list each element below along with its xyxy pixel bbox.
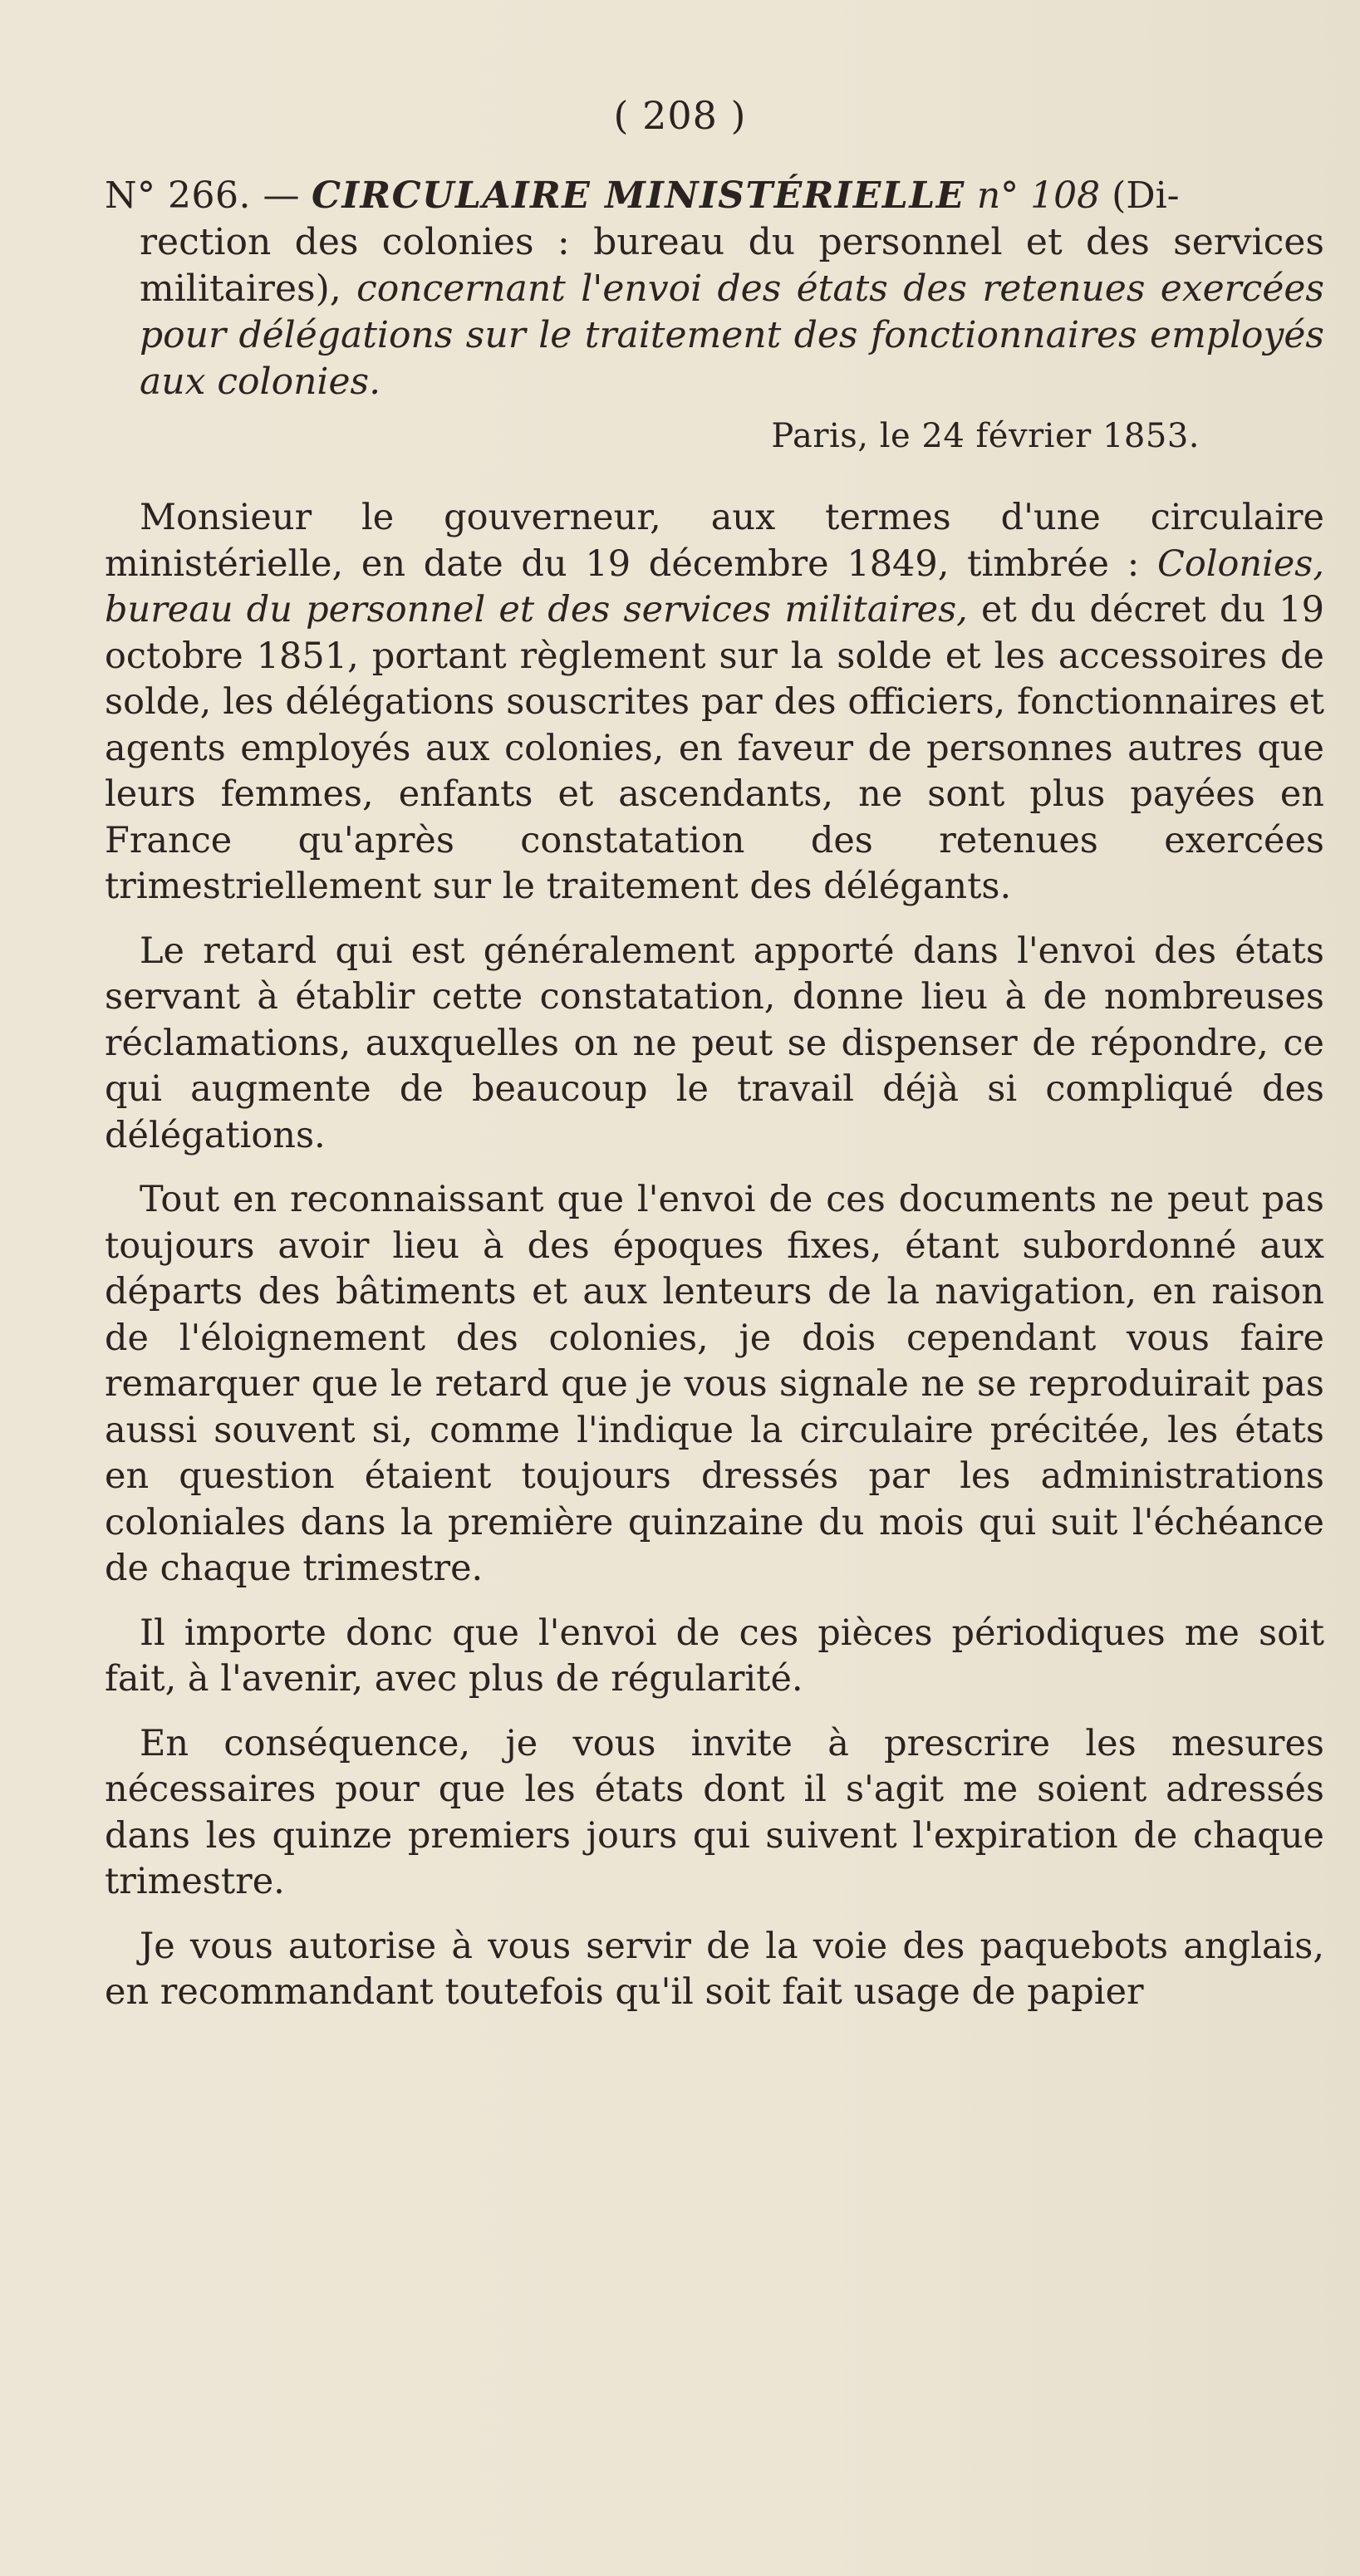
- circular-subject: concernant l'envoi des états des retenues exercées pour délégations sur le traitement des fonctionnaires employés aux colonies.: [140, 267, 1324, 403]
- paragraph-4: Il importe donc que l'envoi de ces pièces périodiques me soit fait, à l'avenir, avec plus de régularité.: [105, 1612, 1324, 1700]
- circular-heading-continuation: [105, 219, 1324, 405]
- paragraph-1-stamp: Colonies, bureau du personnel et des services militaires,: [105, 542, 1324, 631]
- circular-department-start: (Di-: [1112, 174, 1180, 217]
- letter-body: [105, 495, 1324, 2016]
- paragraph-1: [105, 495, 1324, 910]
- circular-heading: [105, 173, 1324, 405]
- circular-issue-number: n° 108: [976, 174, 1101, 217]
- document-content: [105, 173, 1324, 2034]
- paragraph-6: Je vous autorise à vous servir de la voie des paquebots anglais, en recommandant toutefois qu'il soit fait usage de papier: [105, 1925, 1324, 2013]
- circular-number: N° 266. —: [105, 174, 300, 217]
- page-number: ( 208 ): [613, 93, 747, 138]
- circular-department: rection des colonies : bureau du personnel et des services militaires),: [140, 221, 1324, 310]
- paragraph-3: Tout en reconnaissant que l'envoi de ces documents ne peut pas toujours avoir lieu à des époques fixes, étant subordonné aux départs des bâtiments et aux lenteurs de la navigation, en raison de l'éloignement des colonies, je dois cependant vous faire remarquer que le retard que je vous signale ne se reproduirait pas aussi souvent si, comme l'indique la circulaire précitée, les états en question étaient toujours dressés par les administrations coloniales dans la première quinzaine du mois qui suit l'échéance de chaque trimestre.: [105, 1179, 1324, 1589]
- paragraph-1-part-c: et du décret du 19 octobre 1851, portant règlement sur la solde et les accessoires de solde, les délégations souscrites par des officiers, fonctionnaires et agents employés aux colonies, en faveur de personnes autres que leurs femmes, enfants et ascendants, ne sont plus payées en France qu'après constatation des retenues exercées trimestriellement sur le traitement des délégants.: [105, 589, 1324, 907]
- circular-title: CIRCULAIRE MINISTÉRIELLE: [311, 174, 965, 217]
- paragraph-5: En conséquence, je vous invite à prescrire les mesures nécessaires pour que les états dont il s'agit me soient adressés dans les quinze premiers jours qui suivent l'expiration de chaque trimestre.: [105, 1722, 1324, 1902]
- paragraph-1-part-a: Monsieur le gouverneur, aux termes d'une circulaire ministérielle, en date du 19 décembre 1849, timbrée :: [105, 497, 1324, 585]
- dateline: Paris, le 24 février 1853.: [771, 417, 1200, 455]
- paragraph-2: Le retard qui est généralement apporté dans l'envoi des états servant à établir cette constatation, donne lieu à de nombreuses réclamations, auxquelles on ne peut se dispenser de répondre, ce qui augmente de beaucoup le travail déjà si compliqué des délégations.: [105, 930, 1324, 1156]
